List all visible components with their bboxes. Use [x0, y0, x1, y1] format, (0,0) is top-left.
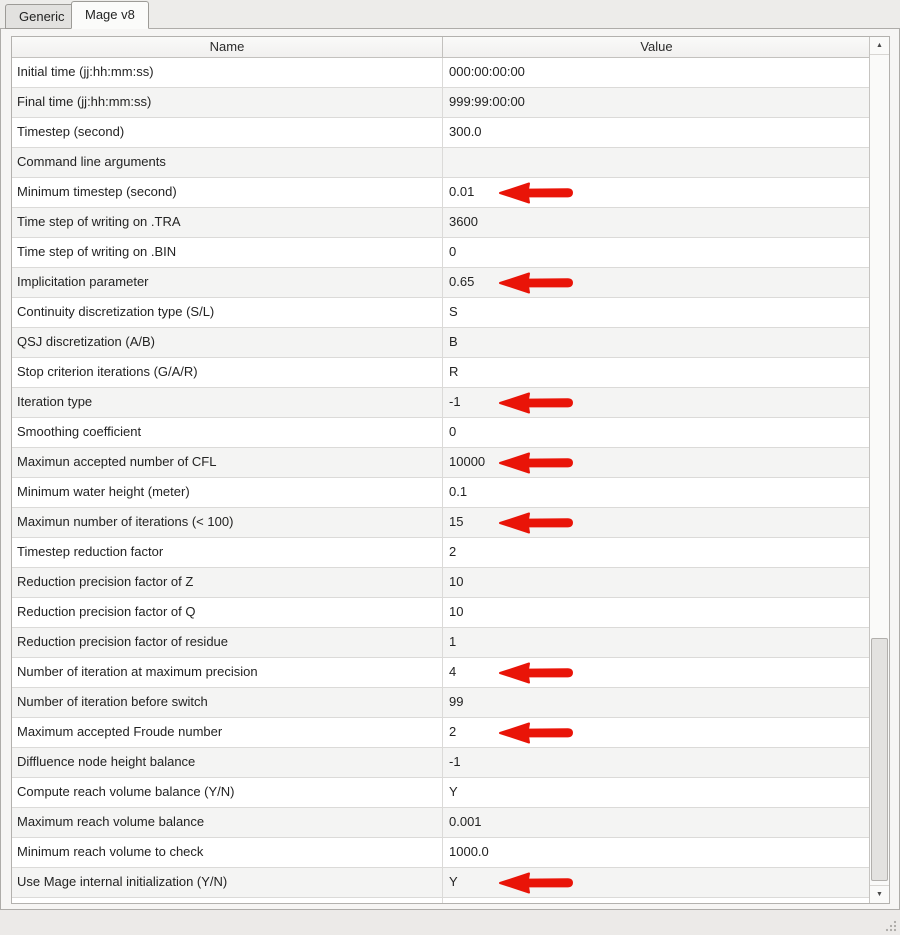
param-name-cell: Number of iteration at maximum precision [12, 658, 443, 687]
param-name-cell: Minimum reach volume to check [12, 838, 443, 867]
param-value-cell[interactable] [443, 118, 870, 147]
table-row[interactable] [12, 508, 870, 538]
param-value-text: B [449, 334, 458, 349]
param-value-cell[interactable] [443, 88, 870, 117]
table-row[interactable] [12, 148, 870, 178]
param-value-cell[interactable] [443, 478, 870, 507]
param-value-cell[interactable] [443, 58, 870, 87]
param-name-cell: Time step of writing on .BIN [12, 238, 443, 267]
table-row[interactable] [12, 868, 870, 898]
param-value-text: R [449, 364, 459, 379]
param-name-cell: Final time (jj:hh:mm:ss) [12, 88, 443, 117]
param-name-cell: Minimum timestep (second) [12, 178, 443, 207]
param-value-text: 4 [449, 664, 457, 679]
param-value-text: 10 [449, 574, 464, 589]
param-value-text: 999:99:00:00 [449, 94, 525, 109]
param-name-cell: Initial time (jj:hh:mm:ss) [12, 58, 443, 87]
param-value-cell[interactable] [443, 298, 870, 327]
param-value-cell[interactable] [443, 808, 870, 837]
param-name-cell: Implicitation parameter [12, 268, 443, 297]
param-value-cell[interactable] [443, 868, 870, 897]
param-name-cell [12, 898, 443, 903]
red-arrow-annotation-icon [497, 662, 575, 684]
red-arrow-annotation-icon [497, 392, 575, 414]
vertical-scrollbar[interactable] [869, 37, 889, 903]
table-row[interactable] [12, 448, 870, 478]
param-value-text: 2 [449, 724, 457, 739]
param-value-cell[interactable] [443, 388, 870, 417]
param-name-cell: Reduction precision factor of Q [12, 598, 443, 627]
param-name-cell: Reduction precision factor of residue [12, 628, 443, 657]
param-name-cell: Stop criterion iterations (G/A/R) [12, 358, 443, 387]
tab-mage-v8[interactable] [71, 1, 149, 29]
param-value-cell[interactable] [443, 418, 870, 447]
param-value-cell[interactable] [443, 658, 870, 687]
param-value-text: Y [449, 874, 458, 889]
table-row[interactable] [12, 568, 870, 598]
table-row[interactable] [12, 658, 870, 688]
param-name-cell: Maximum reach volume balance [12, 808, 443, 837]
table-row[interactable] [12, 208, 870, 238]
red-arrow-annotation-icon [497, 272, 575, 294]
param-name-cell: Smoothing coefficient [12, 418, 443, 447]
param-value-cell[interactable] [443, 628, 870, 657]
param-value-cell[interactable] [443, 448, 870, 477]
param-name-cell: Command line arguments [12, 148, 443, 177]
param-value-text: 0 [449, 244, 457, 259]
param-name-cell: Maximun accepted number of CFL [12, 448, 443, 477]
param-value-cell[interactable] [443, 208, 870, 237]
param-value-text: 2 [449, 544, 457, 559]
table-body [12, 58, 870, 903]
red-arrow-annotation-icon [497, 512, 575, 534]
param-name-cell: Compute reach volume balance (Y/N) [12, 778, 443, 807]
parameters-table [11, 36, 890, 904]
param-name-cell: Timestep (second) [12, 118, 443, 147]
param-value-text: 0 [449, 424, 457, 439]
param-value-cell[interactable] [443, 838, 870, 867]
table-row[interactable] [12, 688, 870, 718]
red-arrow-annotation-icon [497, 872, 575, 894]
param-value-cell[interactable] [443, 718, 870, 747]
param-name-cell: Time step of writing on .TRA [12, 208, 443, 237]
table-row[interactable] [12, 628, 870, 658]
param-value-cell[interactable] [443, 568, 870, 597]
tab-mage-v8-label: Mage v8 [85, 7, 135, 22]
param-value-cell[interactable] [443, 238, 870, 267]
param-name-cell: Use Mage internal initialization (Y/N) [12, 868, 443, 897]
red-arrow-annotation-icon [497, 452, 575, 474]
param-name-cell: Timestep reduction factor [12, 538, 443, 567]
param-value-text: 0.1 [449, 484, 468, 499]
param-value-text: -1 [449, 754, 461, 769]
scroll-down-icon[interactable]: ▼ [870, 885, 889, 903]
param-value-text: Y [449, 784, 458, 799]
param-value-cell[interactable] [443, 748, 870, 777]
param-name-cell: Iteration type [12, 388, 443, 417]
red-arrow-annotation-icon [497, 722, 575, 744]
param-name-cell: Maximun number of iterations (< 100) [12, 508, 443, 537]
table-row[interactable] [12, 388, 870, 418]
param-value-text: 0.001 [449, 814, 482, 829]
param-value-cell[interactable] [443, 898, 870, 903]
table-row[interactable] [12, 358, 870, 388]
param-value-cell[interactable] [443, 598, 870, 627]
param-name-cell: Number of iteration before switch [12, 688, 443, 717]
param-value-text: 99 [449, 694, 464, 709]
table-header [12, 37, 870, 58]
scroll-up-icon[interactable]: ▲ [870, 37, 889, 55]
table-row[interactable] [12, 808, 870, 838]
table-row[interactable] [12, 58, 870, 88]
window-bottom-band [0, 910, 900, 935]
param-value-cell[interactable] [443, 508, 870, 537]
param-value-text: 300.0 [449, 124, 482, 139]
tab-bar [0, 0, 900, 28]
table-row[interactable] [12, 748, 870, 778]
table-row[interactable] [12, 178, 870, 208]
param-value-text: -1 [449, 394, 461, 409]
param-value-text: S [449, 304, 458, 319]
param-name-cell: Diffluence node height balance [12, 748, 443, 777]
table-row[interactable] [12, 718, 870, 748]
param-value-text: 10 [449, 604, 464, 619]
param-value-cell[interactable] [443, 688, 870, 717]
tab-generic[interactable] [5, 4, 79, 29]
table-row[interactable] [12, 238, 870, 268]
column-header-name[interactable]: Name [12, 37, 443, 57]
param-value-text: 3600 [449, 214, 478, 229]
param-value-text: 0.01 [449, 184, 475, 199]
table-row[interactable] [12, 838, 870, 868]
param-value-cell[interactable] [443, 148, 870, 177]
table-row[interactable] [12, 598, 870, 628]
param-value-text: 15 [449, 514, 464, 529]
red-arrow-annotation-icon [497, 182, 575, 204]
param-name-cell: QSJ discretization (A/B) [12, 328, 443, 357]
param-value-cell[interactable] [443, 778, 870, 807]
table-row[interactable] [12, 778, 870, 808]
param-value-cell[interactable] [443, 328, 870, 357]
table-row[interactable] [12, 118, 870, 148]
tab-generic-label: Generic [19, 9, 65, 24]
column-header-value[interactable]: Value [640, 39, 673, 54]
param-name-cell: Minimum water height (meter) [12, 478, 443, 507]
table-row[interactable] [12, 538, 870, 568]
table-row[interactable] [12, 298, 870, 328]
tab-page-mage-v8 [0, 28, 900, 910]
param-value-text: 10000 [449, 454, 486, 469]
table-row[interactable] [12, 418, 870, 448]
param-value-cell[interactable] [443, 358, 870, 387]
table-row[interactable] [12, 328, 870, 358]
table-row[interactable] [12, 88, 870, 118]
table-row[interactable] [12, 268, 870, 298]
resize-grip-icon[interactable] [885, 920, 897, 932]
param-value-cell[interactable] [443, 268, 870, 297]
table-row[interactable] [12, 898, 870, 903]
param-value-text: 000:00:00:00 [449, 64, 525, 79]
table-row[interactable] [12, 478, 870, 508]
param-name-cell: Continuity discretization type (S/L) [12, 298, 443, 327]
scrollbar-thumb[interactable] [871, 638, 888, 881]
param-value-text: 0.65 [449, 274, 475, 289]
param-value-cell[interactable] [443, 178, 870, 207]
param-name-cell: Maximum accepted Froude number [12, 718, 443, 747]
param-value-text: 1000.0 [449, 844, 489, 859]
param-value-text: 1 [449, 634, 457, 649]
param-name-cell: Reduction precision factor of Z [12, 568, 443, 597]
param-value-cell[interactable] [443, 538, 870, 567]
